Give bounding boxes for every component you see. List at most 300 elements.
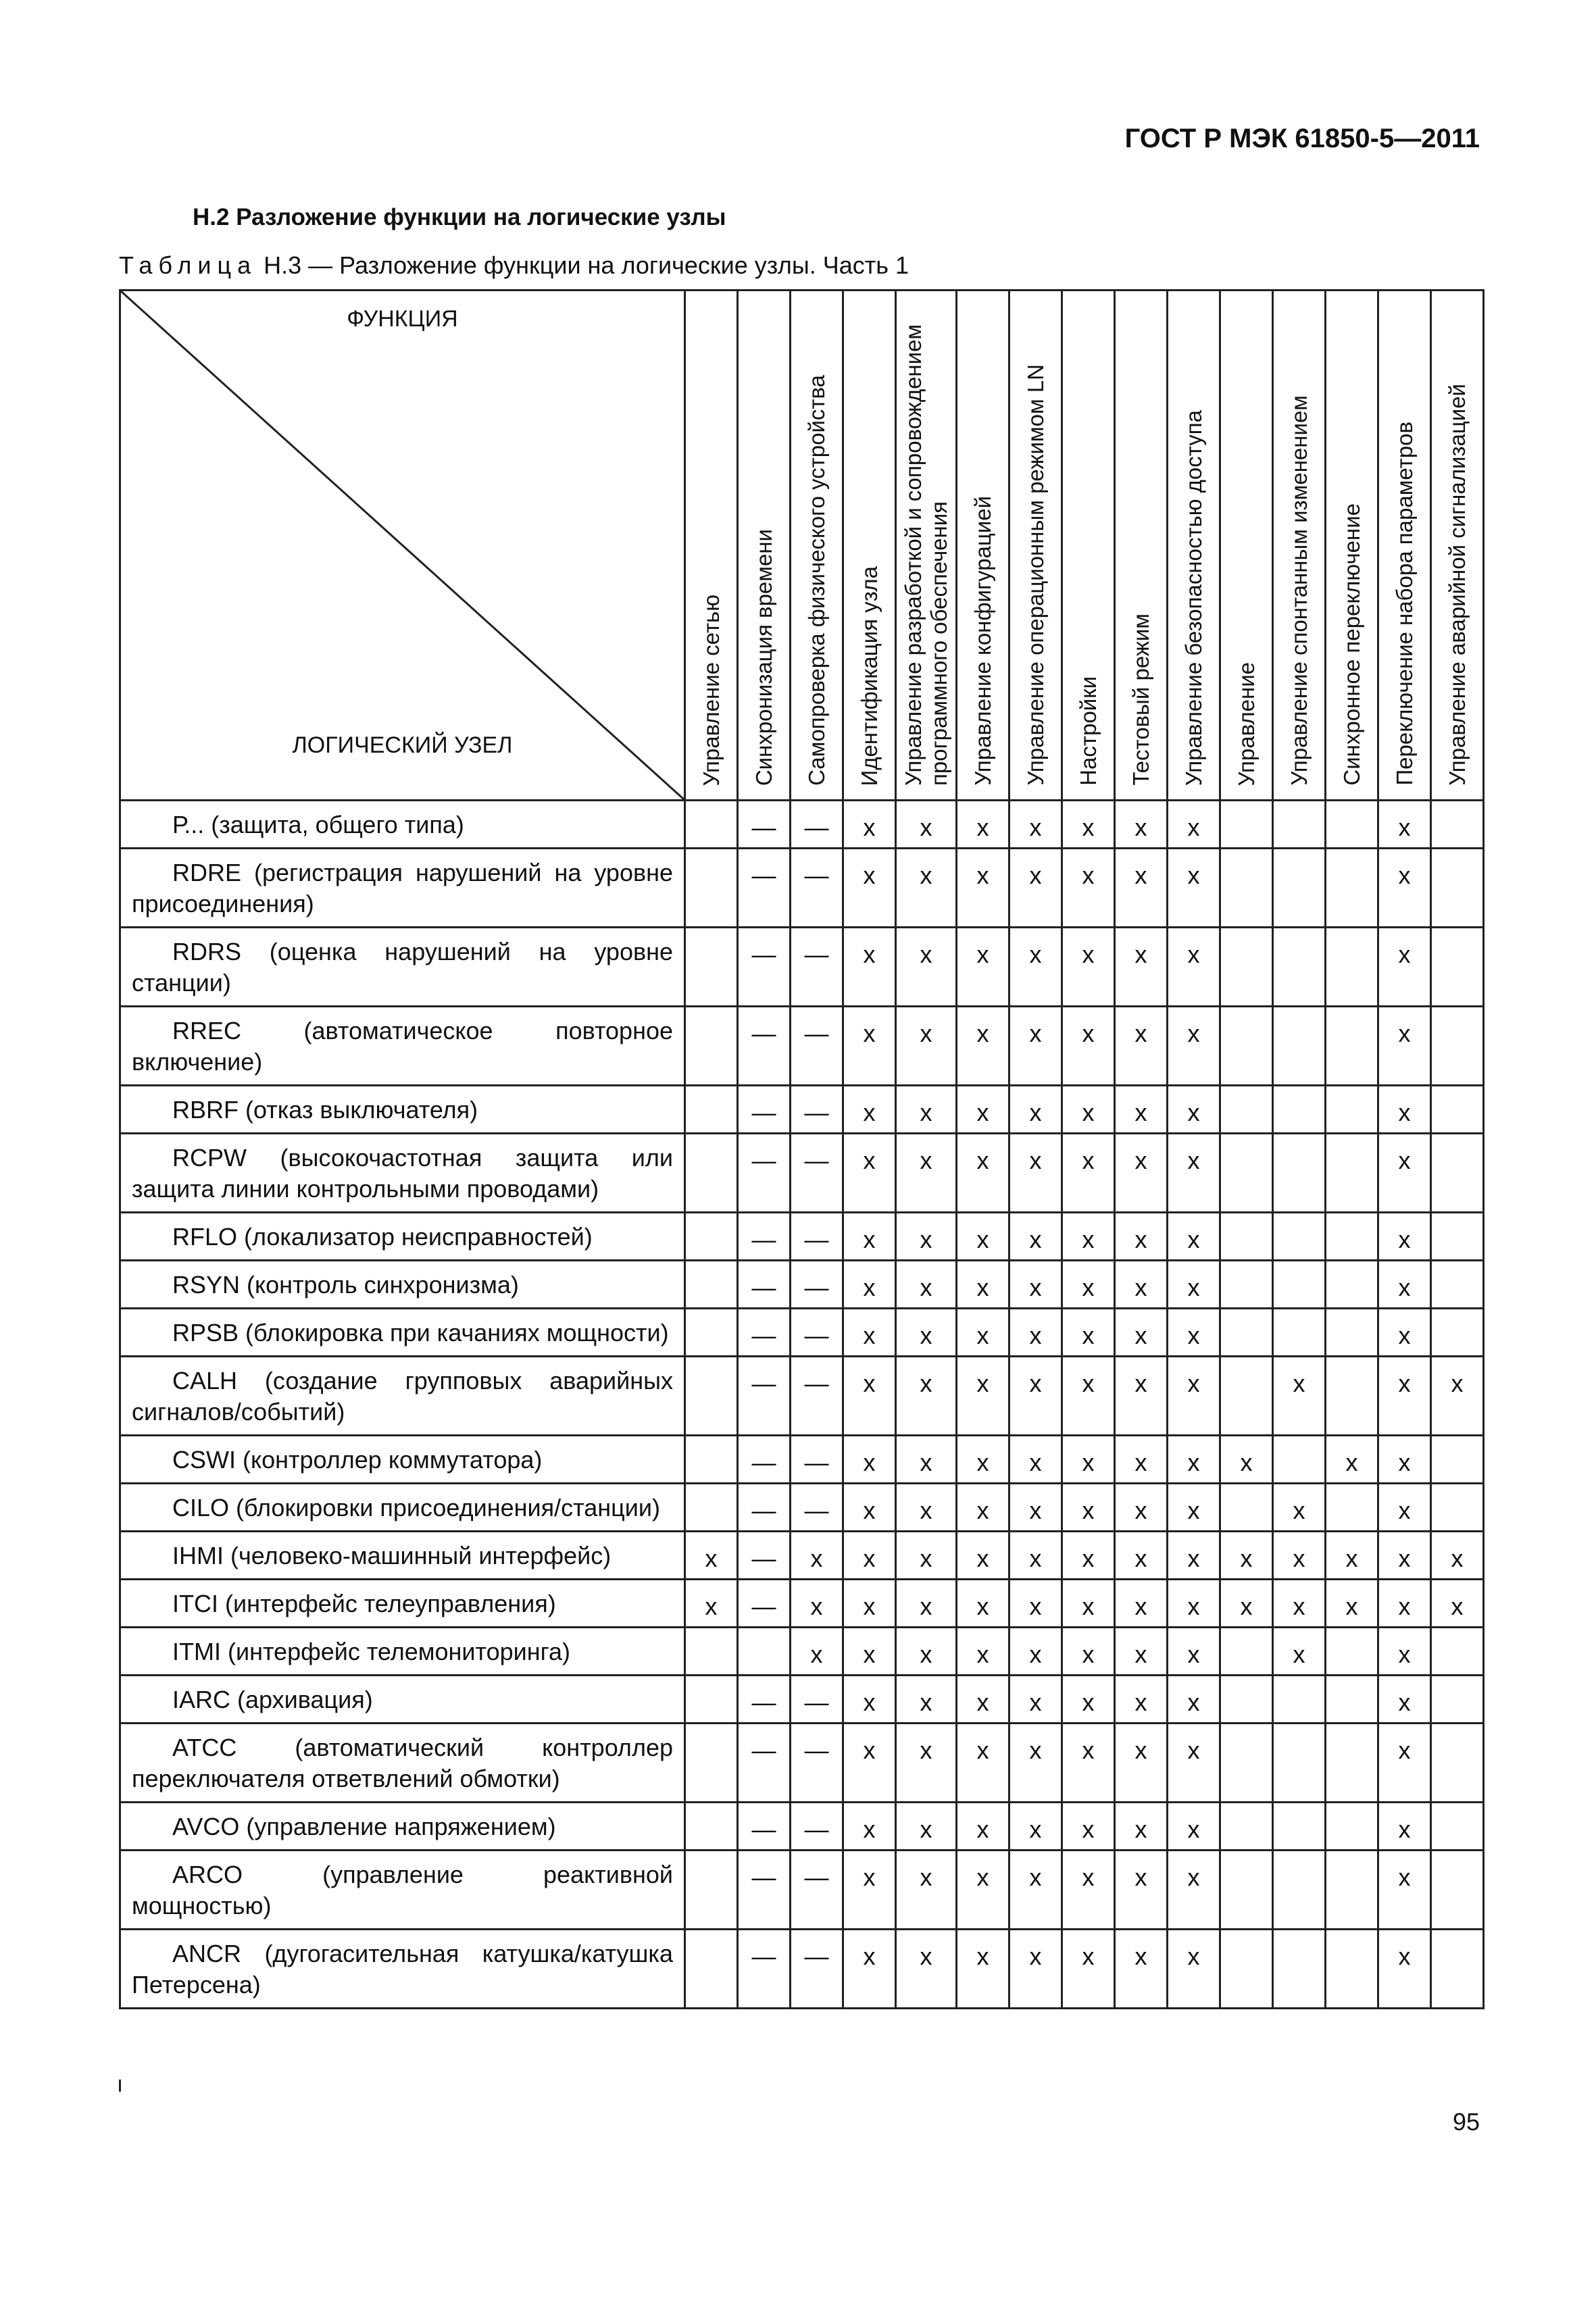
mark-cell: x: [1378, 849, 1431, 928]
mark-cell: x: [1168, 1357, 1220, 1436]
mark-cell: —: [791, 1484, 843, 1532]
mark-cell: [1220, 1930, 1273, 2009]
mark-cell: —: [738, 1213, 791, 1261]
mark-cell: x: [1115, 1007, 1168, 1086]
decomposition-table: [119, 289, 1485, 2009]
mark-cell: —: [738, 1134, 791, 1213]
mark-cell: [1431, 1930, 1484, 2009]
mark-cell: x: [1062, 1357, 1115, 1436]
mark-cell: x: [1009, 1724, 1062, 1803]
mark-cell: x: [843, 801, 896, 849]
mark-cell: [1326, 1628, 1378, 1676]
header-row: [120, 291, 1484, 801]
mark-cell: x: [1009, 1134, 1062, 1213]
table-row: [120, 1628, 1484, 1676]
table-caption: [119, 251, 909, 280]
mark-cell: x: [1168, 1930, 1220, 2009]
mark-cell: x: [1168, 1213, 1220, 1261]
mark-cell: [1431, 1309, 1484, 1357]
mark-cell: x: [1062, 849, 1115, 928]
mark-cell: x: [957, 1309, 1009, 1357]
column-header: [957, 291, 1009, 801]
column-header-wrap: [1063, 291, 1114, 799]
mark-cell: —: [791, 1851, 843, 1930]
mark-cell: x: [1115, 928, 1168, 1007]
section-title: Н.2 Разложение функции на логические узлы: [193, 204, 726, 230]
logical-node-name: ITMI (интерфейс телемониторинга): [172, 1638, 571, 1665]
logical-node-name: RSYN (контроль синхронизма): [172, 1271, 519, 1299]
mark-cell: [1431, 1261, 1484, 1309]
column-header-wrap: [1379, 291, 1430, 799]
mark-cell: [685, 1086, 738, 1134]
mark-cell: x: [1009, 1803, 1062, 1851]
mark-cell: —: [738, 1580, 791, 1628]
mark-cell: [1220, 1007, 1273, 1086]
mark-cell: [685, 1676, 738, 1724]
column-header-label: Самопроверка физического устройства: [803, 375, 829, 786]
column-header: [843, 291, 896, 801]
mark-cell: [1273, 1086, 1326, 1134]
mark-cell: x: [1378, 1309, 1431, 1357]
mark-cell: —: [738, 849, 791, 928]
mark-cell: x: [1168, 1580, 1220, 1628]
mark-cell: [1326, 1357, 1378, 1436]
mark-cell: x: [896, 928, 957, 1007]
mark-cell: [685, 1484, 738, 1532]
mark-cell: x: [896, 1213, 957, 1261]
logical-node-cell: [120, 1309, 685, 1357]
logical-node-name: RFLO (локализатор неисправностей): [172, 1223, 593, 1251]
table-row: [120, 1724, 1484, 1803]
mark-cell: x: [1115, 1134, 1168, 1213]
mark-cell: x: [1168, 1803, 1220, 1851]
mark-cell: x: [957, 1213, 1009, 1261]
table-row: [120, 1134, 1484, 1213]
mark-cell: [1326, 801, 1378, 849]
mark-cell: x: [1009, 1851, 1062, 1930]
column-header-wrap: [844, 291, 895, 799]
mark-cell: x: [1168, 928, 1220, 1007]
mark-cell: —: [791, 1724, 843, 1803]
mark-cell: [1326, 1851, 1378, 1930]
mark-cell: x: [843, 1357, 896, 1436]
mark-cell: x: [1378, 1484, 1431, 1532]
mark-cell: x: [843, 1086, 896, 1134]
mark-cell: x: [1326, 1532, 1378, 1580]
mark-cell: [685, 1357, 738, 1436]
mark-cell: x: [1009, 1628, 1062, 1676]
mark-cell: [1273, 1724, 1326, 1803]
mark-cell: x: [1378, 1803, 1431, 1851]
column-header-wrap: [1116, 291, 1166, 799]
logical-node-name: RBRF (отказ выключателя): [172, 1096, 478, 1124]
mark-cell: [1220, 1484, 1273, 1532]
mark-cell: [685, 928, 738, 1007]
mark-cell: x: [1273, 1357, 1326, 1436]
mark-cell: x: [896, 1532, 957, 1580]
mark-cell: x: [1168, 1724, 1220, 1803]
table-row: [120, 1676, 1484, 1724]
mark-cell: —: [791, 1086, 843, 1134]
column-header-wrap: [897, 291, 955, 799]
mark-cell: —: [791, 1134, 843, 1213]
mark-cell: x: [791, 1580, 843, 1628]
mark-cell: x: [1115, 849, 1168, 928]
table-row: [120, 1436, 1484, 1484]
mark-cell: [1220, 1261, 1273, 1309]
column-header-label: Настройки: [1075, 676, 1101, 786]
mark-cell: [1273, 849, 1326, 928]
mark-cell: x: [1009, 1213, 1062, 1261]
logical-node-name: IHMI (человеко-машинный интерфейс): [172, 1542, 612, 1569]
mark-cell: [1431, 1213, 1484, 1261]
mark-cell: x: [1115, 1357, 1168, 1436]
logical-node-name: RDRS (оценка нарушений на уровне станции): [132, 938, 673, 997]
mark-cell: x: [843, 1676, 896, 1724]
logical-node-cell: [120, 849, 685, 928]
mark-cell: [1326, 1007, 1378, 1086]
mark-cell: —: [738, 1851, 791, 1930]
column-header-label: Управление спонтанным изменением: [1286, 395, 1312, 786]
table-row: [120, 1930, 1484, 2009]
mark-cell: x: [1378, 1676, 1431, 1724]
mark-cell: x: [1168, 1261, 1220, 1309]
mark-cell: [1431, 1086, 1484, 1134]
corner-function-label: ФУНКЦИЯ: [347, 306, 458, 332]
mark-cell: x: [1009, 1930, 1062, 2009]
mark-cell: x: [843, 1803, 896, 1851]
mark-cell: x: [1009, 1007, 1062, 1086]
column-header-label: Управление сетью: [698, 594, 724, 786]
column-header: [896, 291, 957, 801]
mark-cell: x: [1378, 1930, 1431, 2009]
logical-node-cell: [120, 1628, 685, 1676]
logical-node-name: RDRE (регистрация нарушений на уровне присоединения): [132, 859, 673, 917]
table-row: [120, 1261, 1484, 1309]
mark-cell: x: [843, 1628, 896, 1676]
mark-cell: [1220, 1676, 1273, 1724]
column-header-wrap: [957, 291, 1008, 799]
mark-cell: x: [1062, 1134, 1115, 1213]
mark-cell: [1273, 801, 1326, 849]
mark-cell: x: [843, 1484, 896, 1532]
mark-cell: x: [685, 1532, 738, 1580]
table-row: [120, 1357, 1484, 1436]
mark-cell: x: [1378, 1851, 1431, 1930]
mark-cell: —: [791, 1676, 843, 1724]
logical-node-cell: [120, 1134, 685, 1213]
mark-cell: x: [896, 1628, 957, 1676]
mark-cell: x: [957, 1676, 1009, 1724]
logical-node-name: ANCR (дугогасительная катушка/катушка Петерсена): [132, 1940, 673, 1998]
mark-cell: x: [957, 1007, 1009, 1086]
mark-cell: —: [791, 849, 843, 928]
mark-cell: x: [1378, 1532, 1431, 1580]
column-header-label: Управление операционным режимом LN: [1022, 364, 1048, 786]
mark-cell: x: [896, 1261, 957, 1309]
mark-cell: x: [1115, 1436, 1168, 1484]
mark-cell: x: [1115, 1851, 1168, 1930]
mark-cell: x: [1009, 849, 1062, 928]
mark-cell: x: [1009, 1532, 1062, 1580]
table-continuation: [119, 2080, 1480, 2092]
standard-header: ГОСТ Р МЭК 61850-5—2011: [1124, 124, 1480, 153]
mark-cell: x: [1168, 1007, 1220, 1086]
column-header-wrap: [686, 291, 737, 799]
mark-cell: x: [1378, 1261, 1431, 1309]
page-number: 95: [1452, 2108, 1480, 2136]
mark-cell: [1220, 1628, 1273, 1676]
mark-cell: [1220, 1803, 1273, 1851]
mark-cell: x: [1378, 1213, 1431, 1261]
mark-cell: x: [843, 1261, 896, 1309]
mark-cell: [685, 1436, 738, 1484]
mark-cell: [1431, 1628, 1484, 1676]
logical-node-cell: [120, 1532, 685, 1580]
logical-node-cell: [120, 1484, 685, 1532]
mark-cell: x: [1009, 801, 1062, 849]
logical-node-name: RREC (автоматическое повторное включение): [132, 1017, 673, 1076]
column-header-label: Синхронизация времени: [751, 528, 776, 786]
mark-cell: x: [843, 1532, 896, 1580]
mark-cell: x: [1168, 1484, 1220, 1532]
mark-cell: x: [1378, 1628, 1431, 1676]
logical-node-cell: [120, 1436, 685, 1484]
mark-cell: x: [1378, 928, 1431, 1007]
mark-cell: [685, 801, 738, 849]
mark-cell: x: [1115, 1580, 1168, 1628]
mark-cell: x: [1062, 1532, 1115, 1580]
mark-cell: —: [738, 1676, 791, 1724]
mark-cell: [685, 849, 738, 928]
mark-cell: x: [1168, 1309, 1220, 1357]
corner-cell: [120, 291, 685, 801]
logical-node-cell: [120, 1086, 685, 1134]
table-row: [120, 1803, 1484, 1851]
mark-cell: x: [1009, 1580, 1062, 1628]
mark-cell: —: [791, 1213, 843, 1261]
mark-cell: [1220, 1213, 1273, 1261]
mark-cell: x: [1378, 1086, 1431, 1134]
mark-cell: x: [1273, 1532, 1326, 1580]
table-row: [120, 1580, 1484, 1628]
mark-cell: —: [738, 1086, 791, 1134]
mark-cell: [685, 1803, 738, 1851]
mark-cell: —: [738, 1436, 791, 1484]
column-header: [1009, 291, 1062, 801]
mark-cell: [685, 1628, 738, 1676]
mark-cell: x: [1220, 1436, 1273, 1484]
table-row: [120, 1086, 1484, 1134]
mark-cell: x: [896, 1086, 957, 1134]
mark-cell: —: [738, 928, 791, 1007]
logical-node-name: ATCC (автоматический контроллер переключателя ответвлений обмотки): [132, 1734, 673, 1792]
column-header-label: Управление разработкой и сопровождением программного обеспечения: [900, 324, 951, 786]
mark-cell: [1326, 1724, 1378, 1803]
mark-cell: x: [896, 1357, 957, 1436]
logical-node-name: ITCI (интерфейс телеуправления): [172, 1590, 556, 1617]
mark-cell: x: [1115, 1261, 1168, 1309]
mark-cell: x: [1062, 801, 1115, 849]
logical-node-name: CILO (блокировки присоединения/станции): [172, 1494, 660, 1521]
mark-cell: x: [1273, 1580, 1326, 1628]
column-header-wrap: [1274, 291, 1324, 799]
mark-cell: x: [1115, 1213, 1168, 1261]
mark-cell: x: [896, 1007, 957, 1086]
mark-cell: x: [1378, 1007, 1431, 1086]
column-header: [1431, 291, 1484, 801]
mark-cell: x: [1062, 1309, 1115, 1357]
mark-cell: [1431, 1851, 1484, 1930]
mark-cell: x: [791, 1532, 843, 1580]
mark-cell: [685, 1851, 738, 1930]
column-header-wrap: [1010, 291, 1061, 799]
mark-cell: x: [1009, 1261, 1062, 1309]
logical-node-name: CSWI (контроллер коммутатора): [172, 1446, 543, 1474]
mark-cell: x: [1115, 1086, 1168, 1134]
column-header-wrap: [1221, 291, 1272, 799]
mark-cell: x: [896, 1803, 957, 1851]
column-header-label: Тестовый режим: [1128, 613, 1153, 786]
mark-cell: x: [957, 1261, 1009, 1309]
mark-cell: x: [896, 1930, 957, 2009]
mark-cell: x: [843, 1851, 896, 1930]
mark-cell: —: [738, 1007, 791, 1086]
mark-cell: [1220, 801, 1273, 849]
mark-cell: x: [1431, 1532, 1484, 1580]
diagonal-line: [121, 291, 684, 799]
caption-word: Таблица: [119, 251, 257, 279]
mark-cell: [1326, 1676, 1378, 1724]
mark-cell: x: [896, 1676, 957, 1724]
mark-cell: [1273, 1007, 1326, 1086]
mark-cell: x: [1062, 1930, 1115, 2009]
mark-cell: x: [843, 1580, 896, 1628]
column-header-wrap: [791, 291, 842, 799]
mark-cell: x: [1115, 1930, 1168, 2009]
logical-node-cell: [120, 1930, 685, 2009]
mark-cell: x: [1378, 801, 1431, 849]
mark-cell: x: [1062, 1676, 1115, 1724]
mark-cell: x: [1062, 928, 1115, 1007]
logical-node-name: AVCO (управление напряжением): [172, 1813, 556, 1840]
mark-cell: [1431, 1007, 1484, 1086]
mark-cell: [1326, 1134, 1378, 1213]
column-header-wrap: [1432, 291, 1482, 799]
mark-cell: [1326, 1484, 1378, 1532]
column-header-label: Переключение набора параметров: [1391, 422, 1417, 786]
mark-cell: x: [1062, 1724, 1115, 1803]
mark-cell: x: [1009, 1484, 1062, 1532]
mark-cell: x: [1062, 1851, 1115, 1930]
mark-cell: [1431, 849, 1484, 928]
mark-cell: [685, 1134, 738, 1213]
logical-node-name: RPSB (блокировка при качаниях мощности): [172, 1319, 669, 1347]
mark-cell: x: [1115, 1484, 1168, 1532]
column-header: [1326, 291, 1378, 801]
caption-text: Н.3 — Разложение функции на логические узлы. Часть 1: [257, 251, 909, 279]
mark-cell: [1431, 1676, 1484, 1724]
mark-cell: x: [1168, 1851, 1220, 1930]
column-header-wrap: [739, 291, 789, 799]
mark-cell: x: [1115, 1532, 1168, 1580]
mark-cell: x: [957, 1724, 1009, 1803]
table-row: [120, 1309, 1484, 1357]
mark-cell: x: [843, 928, 896, 1007]
mark-cell: x: [1273, 1484, 1326, 1532]
mark-cell: x: [685, 1580, 738, 1628]
mark-cell: —: [738, 1261, 791, 1309]
mark-cell: [1326, 849, 1378, 928]
mark-cell: [685, 1930, 738, 2009]
mark-cell: x: [1168, 1134, 1220, 1213]
mark-cell: x: [1115, 1309, 1168, 1357]
column-header: [1062, 291, 1115, 801]
logical-node-name: Р... (защита, общего типа): [172, 811, 464, 838]
mark-cell: x: [1062, 1436, 1115, 1484]
mark-cell: [1326, 1803, 1378, 1851]
mark-cell: —: [738, 801, 791, 849]
logical-node-name: ARCO (управление реактивной мощностью): [132, 1861, 673, 1919]
column-header-label: Управление: [1233, 661, 1259, 786]
mark-cell: [1220, 1134, 1273, 1213]
mark-cell: x: [1062, 1484, 1115, 1532]
table-body: [120, 801, 1484, 2009]
mark-cell: x: [1168, 1086, 1220, 1134]
logical-node-cell: [120, 1580, 685, 1628]
mark-cell: —: [791, 1261, 843, 1309]
mark-cell: x: [1009, 1086, 1062, 1134]
mark-cell: x: [843, 1436, 896, 1484]
mark-cell: [685, 1213, 738, 1261]
corner-node-label: ЛОГИЧЕСКИЙ УЗЕЛ: [292, 732, 513, 758]
mark-cell: x: [1115, 1676, 1168, 1724]
mark-cell: —: [791, 1436, 843, 1484]
mark-cell: x: [957, 1851, 1009, 1930]
mark-cell: x: [957, 1436, 1009, 1484]
mark-cell: —: [791, 801, 843, 849]
mark-cell: x: [1168, 801, 1220, 849]
mark-cell: x: [957, 928, 1009, 1007]
mark-cell: —: [738, 1930, 791, 2009]
mark-cell: —: [738, 1309, 791, 1357]
logical-node-cell: [120, 1357, 685, 1436]
mark-cell: [1431, 1724, 1484, 1803]
mark-cell: x: [843, 1309, 896, 1357]
mark-cell: x: [843, 1134, 896, 1213]
mark-cell: x: [1431, 1580, 1484, 1628]
mark-cell: x: [1378, 1580, 1431, 1628]
mark-cell: [1273, 1213, 1326, 1261]
mark-cell: x: [1009, 928, 1062, 1007]
table-row: [120, 928, 1484, 1007]
mark-cell: [1220, 928, 1273, 1007]
mark-cell: x: [1009, 1676, 1062, 1724]
mark-cell: x: [1115, 801, 1168, 849]
mark-cell: x: [896, 849, 957, 928]
mark-cell: x: [1062, 1580, 1115, 1628]
mark-cell: x: [1378, 1436, 1431, 1484]
mark-cell: x: [1326, 1436, 1378, 1484]
mark-cell: x: [896, 801, 957, 849]
mark-cell: [1326, 1309, 1378, 1357]
column-header-label: Управление безопасностью доступа: [1180, 409, 1206, 786]
mark-cell: —: [791, 1357, 843, 1436]
mark-cell: [685, 1261, 738, 1309]
mark-cell: x: [1115, 1724, 1168, 1803]
mark-cell: x: [957, 1930, 1009, 2009]
mark-cell: x: [1168, 1532, 1220, 1580]
